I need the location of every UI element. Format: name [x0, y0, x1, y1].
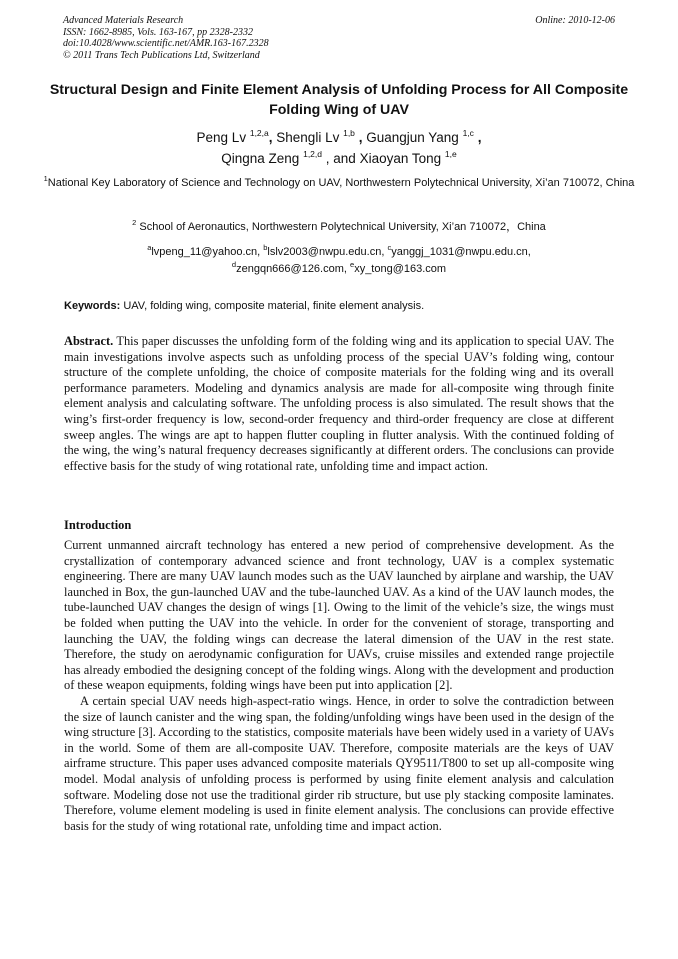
- affiliation-sup: 1: [43, 174, 48, 183]
- email-line-2: [40, 261, 638, 278]
- introduction-heading: Introduction: [64, 518, 132, 532]
- abstract-label: Abstract.: [64, 334, 114, 348]
- journal-header: [63, 15, 615, 61]
- abstract: [64, 334, 614, 474]
- author-separator: ,: [358, 130, 363, 145]
- doi-line: doi:10.4028/www.scientific.net/AMR.163-167.2328: [63, 38, 269, 49]
- introduction-paragraph: Current unmanned aircraft technology has entered a new period of comprehensive development. As the crystallization of contemporary advanced science and front technology, UAV is a complex systematic engineering. There are many UAV launch modes such as the UAV launched by airplane and warship, the UAV launched in Box, the gun-launched UAV and the tube-launched UAV. As a kind of the UAV launch modes, the tube-launched UAV changes the design of wings [1]. Owing to the limit of the vehicle’s size, the wings must be folded when putting the UAV into the vehicle. In order for the convenient of storage, transporting and launching the UAV, the folding wings can decrease the lateral dimension of the UAV in the rest state. Therefore, the study on aerodynamic configuration for UAVs, cruise missiles and extended range projectile has already embodied the designing concept of the folding wings. Along with the development and production of these weapon equipments, folding wings have been put into application [2].: [64, 538, 614, 693]
- author-list: [40, 128, 638, 170]
- email-line-1: [40, 244, 638, 261]
- email-list: [40, 244, 638, 278]
- email-sup: d: [231, 260, 237, 269]
- email-sup: a: [147, 243, 152, 252]
- introduction-paragraph: A certain special UAV needs high-aspect-ratio wings. Hence, in order to solve the contradiction between the size of launch canister and the wing span, the folding/unfolding wings have been used in the design of the wing structure [3]. According to the statistics, composite materials have been widely used in a variety of UAVs in the world. Some of them are all-composite UAV. Therefore, composite materials are the keys of UAV airframe structure. This paper uses advanced composite materials QY9511/T800 to set up all-composite wing model. Modal analysis of unfolding process is performed by using finite element analysis and calculation software. Modeling dose not use the traditional girder rib structure, but use ply stacking composite laminates. Therefore, volume element modeling is used in finite element analysis. The conclusions can provide effective basis for the study of wing rotational rate, unfolding time and impact action.: [64, 693, 614, 833]
- keywords-label: Keywords:: [64, 300, 121, 312]
- keywords: [64, 299, 624, 313]
- affiliation-text: School of Aeronautics, Northwestern Polytechnical University, Xi’an 710072，China: [139, 221, 546, 233]
- email-address: zengqn666@126.com,: [236, 263, 347, 275]
- affiliation-sup: 2: [132, 218, 137, 227]
- email-address: yanggj_1031@nwpu.edu.cn,: [391, 246, 531, 258]
- author-name: Shengli Lv: [276, 130, 340, 145]
- introduction-body: [64, 538, 614, 834]
- author-name: Qingna Zeng: [221, 151, 300, 166]
- author-separator: , and: [325, 151, 356, 166]
- author-sup: 1,e: [444, 149, 457, 159]
- author-sup: 1,b: [343, 128, 355, 138]
- author-line-2: [40, 149, 638, 170]
- issn-line: ISSN: 1662-8985, Vols. 163-167, pp 2328-2332: [63, 26, 253, 38]
- affiliation-text: National Key Laboratory of Science and Technology on UAV, Northwestern Polytechnical University, Xi’an 710072, China: [47, 177, 635, 189]
- author-name: Xiaoyan Tong: [359, 151, 442, 166]
- author-separator: ,: [477, 130, 482, 145]
- email-sup: c: [387, 243, 392, 252]
- email-address: lvpeng_11@yahoo.cn,: [151, 246, 261, 258]
- affiliation-2: [40, 219, 638, 236]
- keywords-text: UAV, folding wing, composite material, finite element analysis.: [123, 300, 425, 312]
- author-name: Guangjun Yang: [366, 130, 459, 145]
- author-separator: ,: [268, 130, 273, 145]
- email-address: lslv2003@nwpu.edu.cn,: [267, 246, 385, 258]
- online-date: Online: 2010-12-06: [535, 15, 615, 26]
- copyright-line: © 2011 Trans Tech Publications Ltd, Switzerland: [63, 49, 260, 61]
- email-address: xy_tong@163.com: [354, 263, 447, 275]
- email-sup: b: [263, 243, 268, 252]
- author-sup: 1,c: [462, 128, 474, 138]
- author-name: Peng Lv: [196, 130, 247, 145]
- author-line-1: [40, 128, 638, 149]
- author-sup: 1,2,a: [249, 128, 269, 138]
- journal-name: Advanced Materials Research: [63, 15, 184, 26]
- author-sup: 1,2,d: [303, 149, 322, 159]
- email-sup: e: [350, 260, 355, 269]
- paper-title: Structural Design and Finite Element Analysis of Unfolding Process for All Composite Folding Wing of UAV: [49, 82, 629, 118]
- abstract-text: This paper discusses the unfolding form of the folding wing and its application to special UAV. The main investigations involve aspects such as unfolding process of the special UAV’s folding wing, contour structure of the complete unfolding, the choice of composite materials for the folding wing and its overall performance parameters. Modeling and dynamics analysis are made for all-composite wing through finite element analysis and calculating software. The unfolding process is also simulated. The result shows that the wing’s first-order frequency is low, second-order frequency and third-order frequency are close at different sweep angles. The wings are apt to happen flutter coupling in flutter analysis. With the continued folding of the wing, the wing’s natural frequency decreases significantly at different orders. The conclusions can provide effective basis for the study of wing rotational rate, unfolding time and impact action.: [64, 334, 614, 473]
- affiliation-1: [40, 175, 638, 192]
